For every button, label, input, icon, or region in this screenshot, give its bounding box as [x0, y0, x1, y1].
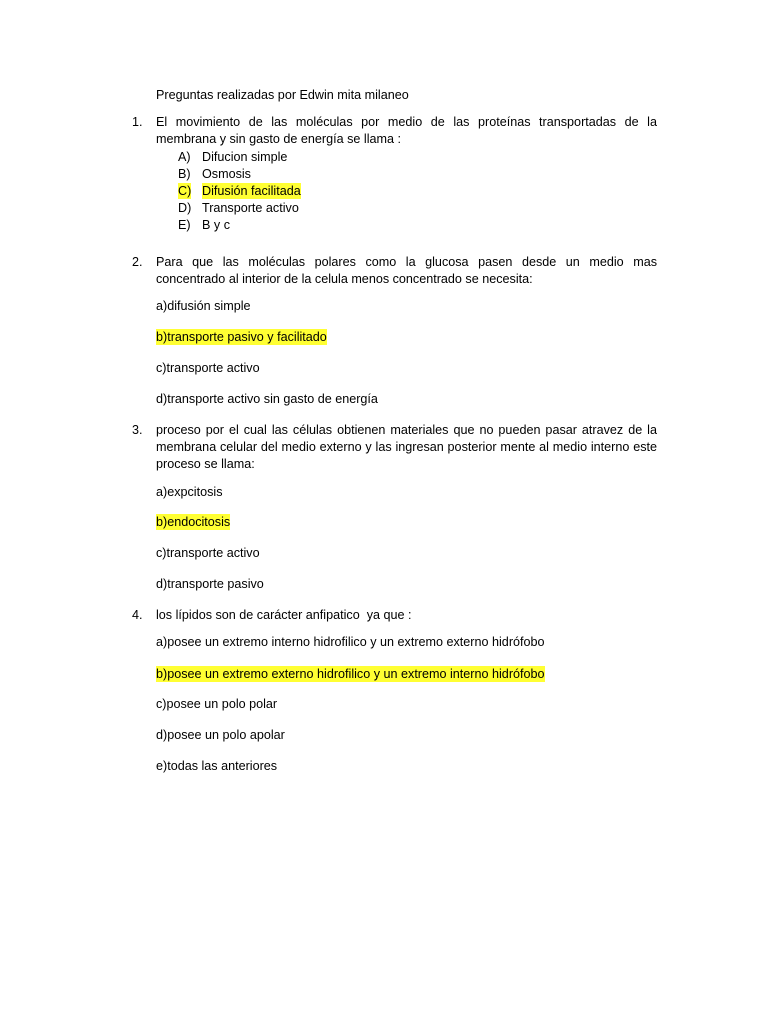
q4-option-a: a)posee un extremo interno hidrofilico y un extremo externo hidrófobo — [156, 635, 545, 649]
q2-option-a: a)difusión simple — [156, 299, 251, 313]
q1-option-d-text: Transporte activo — [202, 201, 299, 215]
question-2-number: 2. — [132, 255, 143, 269]
question-2-text: Para que las moléculas polares como la glucosa pasen desde un medio mas concentrado al interior de la celula menos concentrado se necesita: — [156, 255, 657, 286]
q3-option-b: b)endocitosis — [156, 515, 231, 529]
q4-option-c: c)posee un polo polar — [156, 697, 278, 711]
q1-option-b-text: Osmosis — [202, 167, 251, 181]
q2-option-b: b)transporte pasivo y facilitado — [156, 330, 327, 344]
q1-option-d-letter: D) — [178, 201, 192, 215]
q2-option-c: c)transporte activo — [156, 361, 260, 375]
question-4-text: los lípidos son de carácter anfipatico ya que : — [156, 608, 412, 622]
question-1-number: 1. — [132, 115, 143, 129]
q4-option-e: e)todas las anteriores — [156, 759, 278, 773]
question-4-number: 4. — [132, 608, 143, 622]
q1-option-b-letter: B) — [178, 167, 191, 181]
q2-option-d: d)transporte activo sin gasto de energía — [156, 392, 378, 406]
q1-option-a-letter: A) — [178, 150, 191, 164]
document-title: Preguntas realizadas por Edwin mita milaneo — [156, 88, 409, 102]
q3-option-c: c)transporte activo — [156, 546, 260, 560]
q1-option-e-letter: E) — [178, 218, 191, 232]
q1-option-c-text: Difusión facilitada — [202, 184, 301, 198]
question-3-text: proceso por el cual las células obtienen materiales que no pueden pasar atravez de la membrana celular del medio externo y las ingresan posterior mente al medio interno este proceso se llama: — [156, 423, 657, 471]
q1-option-c-letter: C) — [178, 184, 192, 198]
q1-option-a-text: Difucion simple — [202, 150, 288, 164]
q4-option-d: d)posee un polo apolar — [156, 728, 285, 742]
q3-option-d: d)transporte pasivo — [156, 577, 264, 591]
q4-option-b: b)posee un extremo externo hidrofilico y un extremo interno hidrófobo — [156, 667, 545, 681]
question-3-number: 3. — [132, 423, 143, 437]
q3-option-a: a)expcitosis — [156, 485, 223, 499]
question-1-text: El movimiento de las moléculas por medio de las proteínas transportadas de la membrana y sin gasto de energía se llama : — [156, 115, 657, 146]
q1-option-e-text: B y c — [202, 218, 230, 232]
